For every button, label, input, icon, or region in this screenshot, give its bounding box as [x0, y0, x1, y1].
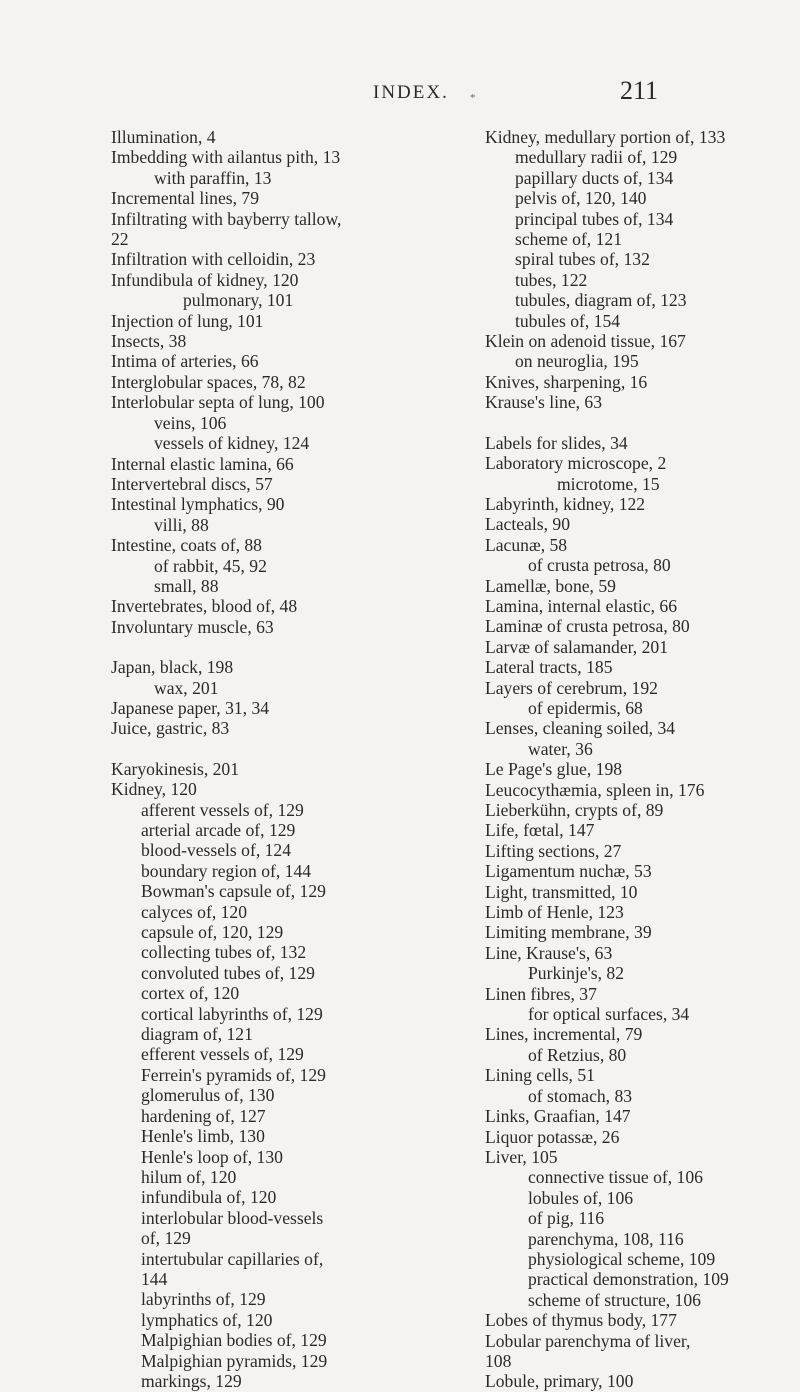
index-entry: Karyokinesis, 201: [111, 758, 240, 779]
index-entry: Intestine, coats of, 88: [111, 535, 262, 556]
index-subentry: pulmonary, 101: [183, 290, 294, 311]
index-subentry: Ferrein's pyramids of, 129: [141, 1064, 326, 1085]
index-entry: 22: [111, 229, 129, 250]
index-entry: Interglobular spaces, 78, 82: [111, 371, 306, 392]
index-subentry: connective tissue of, 106: [528, 1167, 703, 1188]
index-subentry: diagram of, 121: [141, 1024, 253, 1045]
index-subentry: water, 36: [528, 738, 593, 759]
index-entry: Laminæ of crusta petrosa, 80: [485, 616, 690, 637]
index-entry: Lacunæ, 58: [485, 534, 568, 555]
index-entry: Lieberkühn, crypts of, 89: [485, 800, 664, 820]
index-group-i: [111, 127, 456, 637]
index-subentry: cortex of, 120: [141, 983, 240, 1004]
index-subentry: villi, 88: [154, 514, 209, 535]
index-entry: Insects, 38: [111, 331, 187, 352]
index-entry: 108: [485, 1350, 512, 1371]
index-entry: Injection of lung, 101: [111, 310, 264, 331]
index-subentry: calyces of, 120: [141, 901, 248, 922]
index-subentry: lymphatics of, 120: [141, 1309, 273, 1330]
running-title: INDEX.: [373, 82, 449, 103]
index-entry: Knives, sharpening, 16: [485, 371, 648, 392]
index-subentry: Malpighian bodies of, 129: [141, 1330, 327, 1351]
index-entry: Limb of Henle, 123: [485, 902, 624, 923]
index-entry: Kidney, 120: [111, 779, 197, 800]
index-entry: Le Page's glue, 198: [485, 759, 623, 780]
group-gap: [485, 413, 780, 433]
index-entry: Layers of cerebrum, 192: [485, 677, 658, 698]
index-subentry: Purkinje's, 82: [528, 963, 625, 984]
index-entry: Imbedding with ailantus pith, 13: [111, 147, 341, 168]
index-subentry: Bowman's capsule of, 129: [141, 881, 326, 902]
index-subentry: labyrinths of, 129: [141, 1289, 266, 1310]
index-entry: Internal elastic lamina, 66: [111, 453, 294, 474]
index-subentry: of pig, 116: [528, 1208, 605, 1229]
index-subentry: 144: [141, 1268, 168, 1289]
index-entry: Lifting sections, 27: [485, 840, 622, 861]
index-entry: Labels for slides, 34: [485, 432, 628, 453]
index-subentry: scheme of structure, 106: [528, 1289, 701, 1310]
index-group-k-continued: [485, 127, 780, 413]
index-entry: Light, transmitted, 10: [485, 881, 638, 902]
index-subentry: cortical labyrinths of, 129: [141, 1003, 323, 1024]
index-entry: Klein on adenoid tissue, 167: [485, 331, 686, 352]
index-subentry: blood-vessels of, 124: [141, 840, 292, 861]
index-subentry: parenchyma, 108, 116: [528, 1228, 684, 1249]
index-entry: Invertebrates, blood of, 48: [111, 596, 298, 617]
index-entry: Juice, gastric, 83: [111, 718, 230, 739]
index-subentry: of rabbit, 45, 92: [154, 555, 267, 576]
index-subentry: scheme of, 121: [515, 229, 622, 250]
index-entry: Interlobular septa of lung, 100: [111, 392, 325, 413]
index-subentry: vessels of kidney, 124: [154, 433, 310, 454]
index-subentry: microtome, 15: [557, 473, 660, 494]
index-subentry: Henle's loop of, 130: [141, 1146, 283, 1167]
index-subentry: of, 129: [141, 1228, 191, 1249]
index-subentry: of crusta petrosa, 80: [528, 555, 671, 576]
index-subentry: tubules, diagram of, 123: [515, 290, 687, 311]
group-gap: [111, 637, 456, 657]
index-entry: Liquor potassæ, 26: [485, 1126, 620, 1147]
index-subentry: efferent vessels of, 129: [141, 1044, 304, 1065]
index-column-right: [485, 127, 780, 1392]
index-subentry: on neuroglia, 195: [515, 351, 639, 372]
index-subentry: Malpighian pyramids, 129: [141, 1350, 328, 1371]
index-entry: Laboratory microscope, 2: [485, 453, 667, 474]
index-entry: Krause's line, 63: [485, 392, 603, 413]
index-entry: Lining cells, 51: [485, 1065, 595, 1086]
index-entry: Limiting membrane, 39: [485, 922, 652, 943]
page-header: [0, 76, 800, 116]
index-subentry: physiological scheme, 109: [528, 1248, 716, 1269]
index-subentry: infundibula of, 120: [141, 1187, 277, 1208]
index-subentry: pelvis of, 120, 140: [515, 188, 647, 209]
index-subentry: intertubular capillaries of,: [141, 1248, 324, 1269]
index-entry: Ligamentum nuchæ, 53: [485, 861, 652, 882]
index-entry: Involuntary muscle, 63: [111, 616, 274, 637]
index-entry: Links, Graafian, 147: [485, 1106, 631, 1127]
index-subentry: of Retzius, 80: [528, 1044, 627, 1065]
index-subentry: small, 88: [154, 575, 219, 596]
index-entry: Infundibula of kidney, 120: [111, 269, 299, 290]
index-entry: Intima of arteries, 66: [111, 351, 259, 372]
index-subentry: with paraffin, 13: [154, 167, 272, 188]
index-subentry: glomerulus of, 130: [141, 1085, 275, 1106]
index-entry: Lobes of thymus body, 177: [485, 1310, 677, 1331]
index-subentry: of epidermis, 68: [528, 697, 643, 718]
index-subentry: markings, 129: [141, 1370, 242, 1391]
index-entry: Lobule, primary, 100: [485, 1371, 634, 1392]
index-group-l: [485, 433, 780, 1392]
index-subentry: hardening of, 127: [141, 1105, 266, 1126]
index-column-left: [111, 127, 456, 1391]
index-entry: Lacteals, 90: [485, 514, 570, 535]
index-entry: Lateral tracts, 185: [485, 657, 613, 678]
index-entry: Leucocythæmia, spleen in, 176: [485, 779, 705, 800]
index-entry: Lamina, internal elastic, 66: [485, 595, 677, 616]
index-subentry: capsule of, 120, 129: [141, 922, 284, 943]
index-entry: Lines, incremental, 79: [485, 1024, 643, 1045]
index-subentry: practical demonstration, 109: [528, 1269, 729, 1290]
index-subentry: boundary region of, 144: [141, 860, 312, 881]
index-subentry: of stomach, 83: [528, 1085, 633, 1106]
index-subentry: tubules of, 154: [515, 310, 621, 331]
index-entry: Larvæ of salamander, 201: [485, 636, 668, 657]
index-subentry: tubes, 122: [515, 269, 588, 290]
index-entry: Japan, black, 198: [111, 657, 234, 678]
index-subentry: interlobular blood-vessels: [141, 1207, 324, 1228]
index-entry: Intervertebral discs, 57: [111, 473, 273, 494]
index-subentry: afferent vessels of, 129: [141, 799, 304, 820]
index-entry: Liver, 105: [485, 1146, 558, 1167]
index-entry: Lobular parenchyma of liver,: [485, 1330, 691, 1351]
index-entry: Lamellæ, bone, 59: [485, 575, 616, 596]
index-subentry: for optical surfaces, 34: [528, 1004, 690, 1025]
index-subentry: veins, 106: [154, 412, 227, 433]
index-subentry: lobules of, 106: [528, 1187, 634, 1208]
index-subentry: spiral tubes of, 132: [515, 249, 650, 270]
group-gap: [111, 739, 456, 759]
index-subentry: hilum of, 120: [141, 1166, 237, 1187]
index-entry: Lenses, cleaning soiled, 34: [485, 718, 676, 739]
index-entry: Kidney, medullary portion of, 133: [485, 127, 726, 147]
index-entry: Infiltrating with bayberry tallow,: [111, 208, 342, 229]
index-entry: Line, Krause's, 63: [485, 942, 613, 963]
index-group-k: [111, 759, 456, 1392]
index-subentry: convoluted tubes of, 129: [141, 962, 315, 983]
index-entry: Intestinal lymphatics, 90: [111, 494, 285, 515]
printer-mark: *: [470, 92, 476, 104]
index-entry: Infiltration with celloidin, 23: [111, 249, 316, 270]
index-subentry: Henle's limb, 130: [141, 1126, 265, 1147]
index-entry: Labyrinth, kidney, 122: [485, 493, 646, 514]
index-subentry: wax, 201: [154, 677, 219, 698]
index-entry: Japanese paper, 31, 34: [111, 697, 270, 718]
index-entry: Illumination, 4: [111, 127, 216, 147]
index-group-j: [111, 657, 456, 739]
index-subentry: collecting tubes of, 132: [141, 942, 307, 963]
index-entry: Life, fœtal, 147: [485, 820, 595, 841]
index-entry: Incremental lines, 79: [111, 188, 260, 209]
index-subentry: medullary radii of, 129: [515, 147, 678, 168]
index-entry: Linen fibres, 37: [485, 983, 597, 1004]
index-subentry: principal tubes of, 134: [515, 208, 674, 229]
page-number: 211: [620, 76, 659, 105]
index-subentry: arterial arcade of, 129: [141, 820, 296, 840]
index-subentry: papillary ducts of, 134: [515, 167, 674, 188]
